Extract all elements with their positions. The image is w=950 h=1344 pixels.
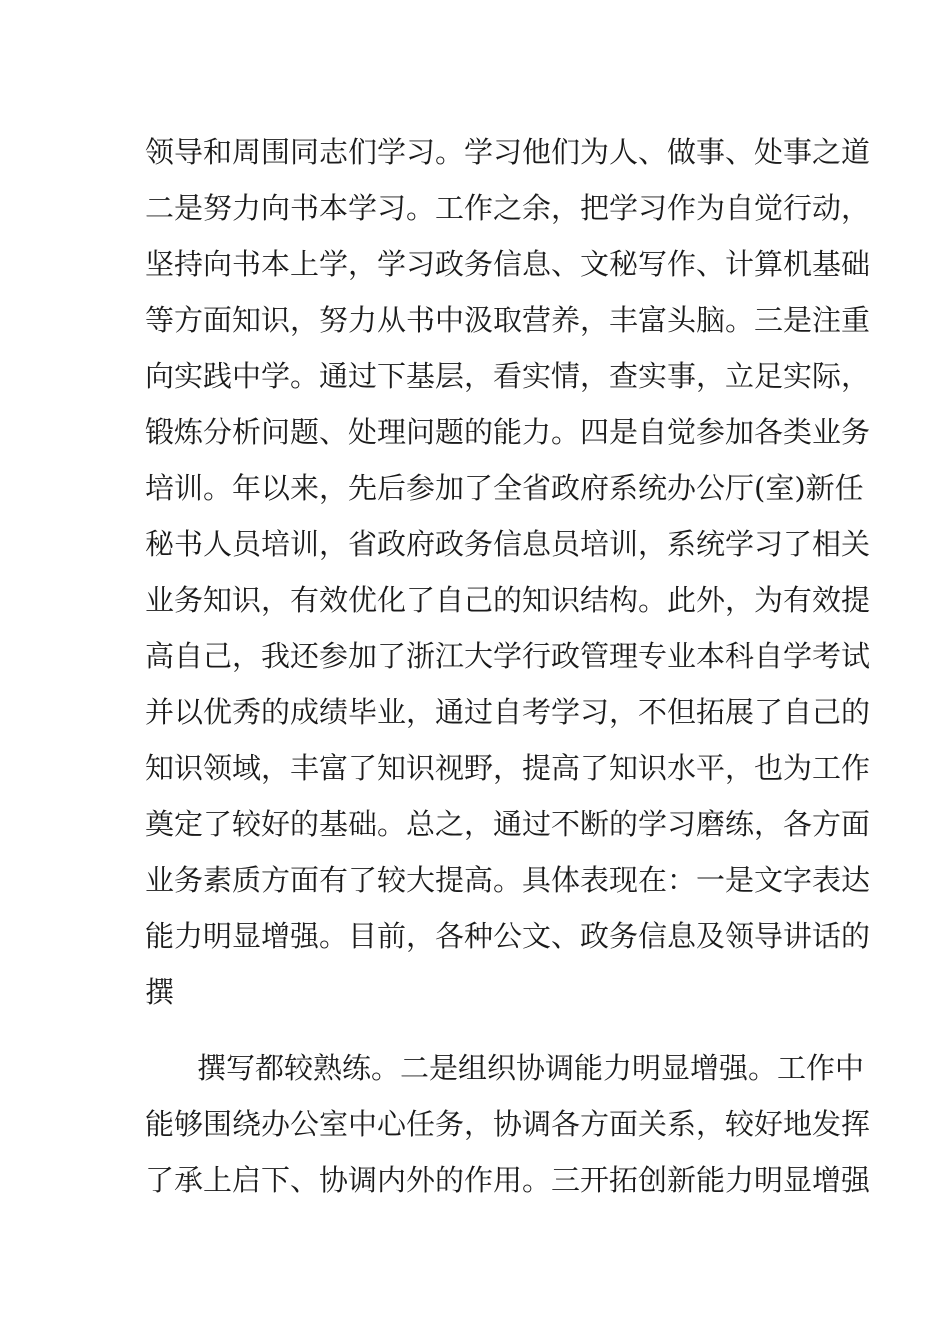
text-line: 高自己，我还参加了浙江大学行政管理专业本科自学考试	[145, 639, 871, 673]
text-line: 等方面知识，努力从书中汲取营养，丰富头脑。三是注重	[145, 303, 871, 337]
text-line: 撰写都较熟练。二是组织协调能力明显增强。工作中	[197, 1051, 865, 1085]
text-line: 锻炼分析问题、处理问题的能力。四是自觉参加各类业务	[145, 415, 871, 449]
text-line: 能够围绕办公室中心任务，协调各方面关系，较好地发挥	[145, 1107, 871, 1141]
text-line: 秘书人员培训，省政府政务信息员培训，系统学习了相关	[145, 527, 871, 561]
text-line: 撰	[145, 975, 175, 1009]
text-line: 业务素质方面有了较大提高。具体表现在：一是文字表达	[145, 863, 871, 897]
text-line: 知识领域，丰富了知识视野，提高了知识水平，也为工作	[145, 751, 871, 785]
text-line: 了承上启下、协调内外的作用。三开拓创新能力明显增强	[145, 1163, 871, 1197]
text-line: 奠定了较好的基础。总之，通过不断的学习磨练，各方面	[145, 807, 871, 841]
text-line: 二是努力向书本学习。工作之余，把学习作为自觉行动，	[145, 191, 871, 225]
text-line: 培训。年以来，先后参加了全省政府系统办公厅(室)新任	[145, 471, 864, 505]
text-line: 领导和周围同志们学习。学习他们为人、做事、处事之道	[145, 135, 871, 169]
text-line: 业务知识，有效优化了自己的知识结构。此外，为有效提	[145, 583, 871, 617]
text-line: 向实践中学。通过下基层，看实情，查实事，立足实际，	[145, 359, 871, 393]
text-line: 能力明显增强。目前，各种公文、政务信息及领导讲话的	[145, 919, 871, 953]
text-line: 并以优秀的成绩毕业，通过自考学习，不但拓展了自己的	[145, 695, 871, 729]
text-line: 坚持向书本上学，学习政务信息、文秘写作、计算机基础	[145, 247, 871, 281]
